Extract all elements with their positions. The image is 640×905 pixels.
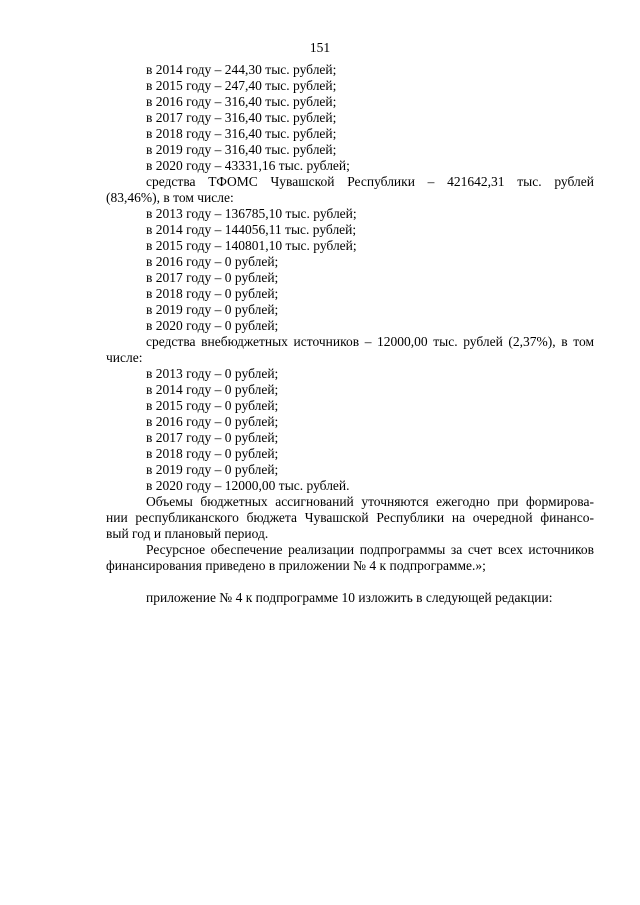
text-line: в 2017 году – 0 рублей; [146, 430, 279, 445]
text-line: в 2014 году – 144056,11 тыс. рублей; [146, 222, 357, 237]
text-line: в 2015 году – 140801,10 тыс. рублей; [146, 238, 357, 253]
text-line: вый год и плановый период. [106, 526, 269, 541]
text-line: Ресурсное обеспечение реализации подпрограммы за счет всех источников [146, 542, 594, 557]
text-line: приложение № 4 к подпрограмме 10 изложить в следующей редакции: [146, 590, 553, 605]
text-line: в 2014 году – 244,30 тыс. рублей; [146, 62, 337, 77]
text-line: в 2019 году – 0 рублей; [146, 302, 279, 317]
text-line: в 2018 году – 0 рублей; [146, 446, 279, 461]
text-line: в 2016 году – 0 рублей; [146, 254, 279, 269]
text-line: в 2016 году – 0 рублей; [146, 414, 279, 429]
text-line: в 2016 году – 316,40 тыс. рублей; [146, 94, 337, 109]
text-line: в 2017 году – 316,40 тыс. рублей; [146, 110, 337, 125]
text-line: нии республиканского бюджета Чувашской Республики на очередной финансо- [106, 510, 594, 525]
page-number: 151 [309, 40, 331, 55]
text-line: в 2013 году – 0 рублей; [146, 366, 279, 381]
text-line: в 2014 году – 0 рублей; [146, 382, 279, 397]
text-line: в 2019 году – 0 рублей; [146, 462, 279, 477]
document-body [106, 62, 594, 606]
text-line: Объемы бюджетных ассигнований уточняются ежегодно при формирова- [146, 494, 594, 509]
text-line: средства внебюджетных источников – 12000,00 тыс. рублей (2,37%), в том [146, 334, 594, 349]
text-line: в 2020 году – 43331,16 тыс. рублей; [146, 158, 350, 173]
text-line: в 2013 году – 136785,10 тыс. рублей; [146, 206, 357, 221]
text-line: в 2019 году – 316,40 тыс. рублей; [146, 142, 337, 157]
paragraph-gap [106, 574, 594, 590]
text-line: числе: [106, 350, 143, 365]
text-line: в 2017 году – 0 рублей; [146, 270, 279, 285]
text-line: в 2018 году – 316,40 тыс. рублей; [146, 126, 337, 141]
text-line: в 2015 году – 0 рублей; [146, 398, 279, 413]
text-line: в 2020 году – 0 рублей; [146, 318, 279, 333]
text-line: средства ТФОМС Чувашской Республики – 421642,31 тыс. рублей [146, 174, 594, 189]
text-line: финансирования приведено в приложении № 4 к подпрограмме.»; [106, 558, 486, 573]
text-line: в 2018 году – 0 рублей; [146, 286, 279, 301]
text-line: в 2020 году – 12000,00 тыс. рублей. [146, 478, 350, 493]
text-line: в 2015 году – 247,40 тыс. рублей; [146, 78, 337, 93]
text-line: (83,46%), в том числе: [106, 190, 234, 205]
